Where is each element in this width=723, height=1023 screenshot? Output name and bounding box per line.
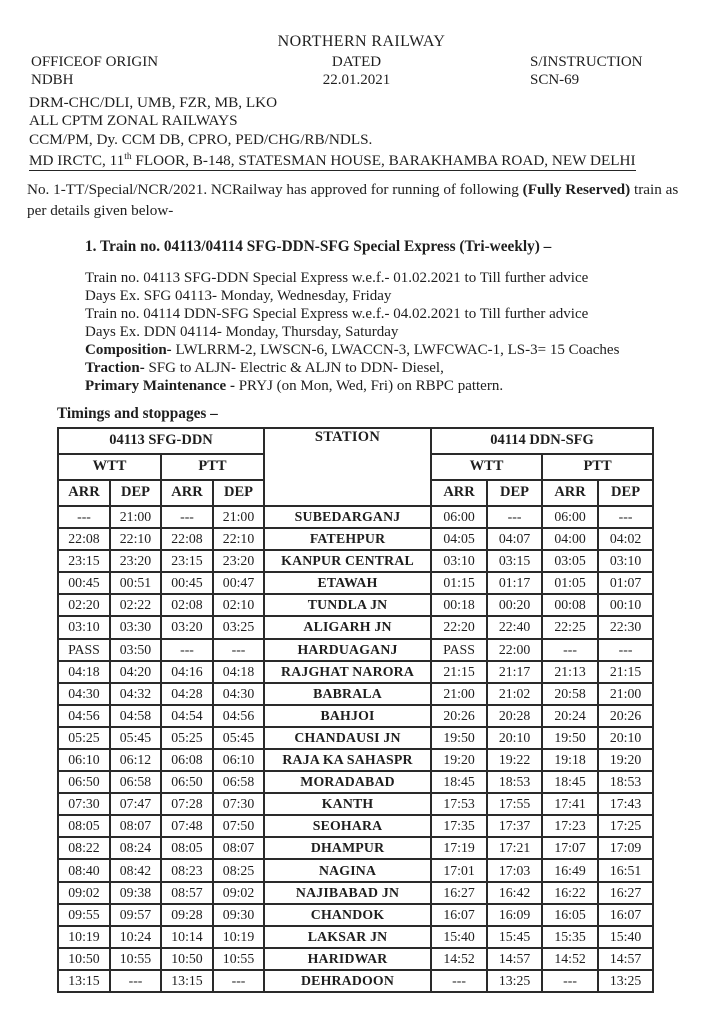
- wtt-header-left: WTT: [58, 454, 161, 480]
- time-cell: 04:30: [58, 683, 110, 705]
- time-cell: 22:00: [487, 639, 542, 661]
- time-cell: 06:58: [110, 771, 161, 793]
- time-cell: 02:10: [213, 594, 264, 616]
- time-cell: 01:05: [542, 572, 598, 594]
- time-cell: 03:30: [110, 616, 161, 638]
- time-cell: 19:18: [542, 749, 598, 771]
- time-cell: 17:43: [598, 793, 653, 815]
- station-cell: DEHRADOON: [264, 970, 431, 992]
- s-instruction-label: S/INSTRUCTION: [530, 54, 643, 70]
- time-cell: ---: [598, 639, 653, 661]
- time-cell: 00:08: [542, 594, 598, 616]
- time-cell: 10:24: [110, 926, 161, 948]
- time-cell: 16:07: [431, 904, 487, 926]
- timings-heading: Timings and stoppages –: [57, 404, 218, 422]
- time-cell: 23:20: [110, 550, 161, 572]
- ordinal-superscript: th: [124, 151, 132, 162]
- approval-paragraph: [27, 179, 695, 221]
- time-cell: 22:10: [213, 528, 264, 550]
- timetable-row: [58, 793, 653, 815]
- intro-pre: No. 1-TT/Special/NCR/2021. NCRailway has approved for running of following: [27, 180, 523, 198]
- time-cell: 16:27: [598, 882, 653, 904]
- time-cell: 20:58: [542, 683, 598, 705]
- time-cell: 21:00: [598, 683, 653, 705]
- time-cell: 06:58: [213, 771, 264, 793]
- time-cell: 17:41: [542, 793, 598, 815]
- time-cell: 07:30: [213, 793, 264, 815]
- time-cell: 05:45: [213, 727, 264, 749]
- time-cell: 23:15: [58, 550, 110, 572]
- ptt-header-right: PTT: [542, 454, 653, 480]
- time-cell: 09:38: [110, 882, 161, 904]
- station-cell: MORADABAD: [264, 771, 431, 793]
- time-cell: 03:25: [213, 616, 264, 638]
- train-detail-line: Train no. 04113 SFG-DDN Special Express w.e.f.- 01.02.2021 to Till further advice: [85, 269, 589, 286]
- time-cell: 13:25: [598, 970, 653, 992]
- time-cell: 16:42: [487, 882, 542, 904]
- timetable-row: [58, 948, 653, 970]
- office-of-origin-value: NDBH: [31, 72, 74, 88]
- station-cell: DHAMPUR: [264, 837, 431, 859]
- timings-table: [57, 427, 654, 993]
- time-cell: 14:52: [542, 948, 598, 970]
- time-cell: 14:52: [431, 948, 487, 970]
- station-cell: TUNDLA JN: [264, 594, 431, 616]
- timetable-row: [58, 550, 653, 572]
- ptt-header-left: PTT: [161, 454, 264, 480]
- time-cell: 02:20: [58, 594, 110, 616]
- time-cell: 21:15: [431, 661, 487, 683]
- addressee-line: CCM/PM, Dy. CCM DB, CPRO, PED/CHG/RB/NDLS.: [29, 130, 373, 148]
- time-cell: 05:25: [161, 727, 213, 749]
- time-cell: 03:20: [161, 616, 213, 638]
- time-cell: 05:45: [110, 727, 161, 749]
- time-cell: 02:08: [161, 594, 213, 616]
- time-cell: 17:37: [487, 815, 542, 837]
- dated-label: DATED: [331, 54, 382, 70]
- dated-value: 22.01.2021: [322, 72, 391, 88]
- time-cell: 23:20: [213, 550, 264, 572]
- table-group-header-row: [58, 428, 653, 454]
- time-cell: 00:18: [431, 594, 487, 616]
- time-cell: 04:56: [213, 705, 264, 727]
- time-cell: 16:07: [598, 904, 653, 926]
- time-cell: ---: [487, 506, 542, 528]
- train-detail-line: Traction- SFG to ALJN- Electric & ALJN to DDN- Diesel,: [85, 359, 444, 376]
- time-cell: 17:35: [431, 815, 487, 837]
- time-cell: 22:10: [110, 528, 161, 550]
- station-cell: CHANDOK: [264, 904, 431, 926]
- time-cell: 08:25: [213, 859, 264, 881]
- time-cell: 17:03: [487, 859, 542, 881]
- time-cell: 20:28: [487, 705, 542, 727]
- time-cell: 08:22: [58, 837, 110, 859]
- time-cell: ---: [161, 639, 213, 661]
- detail-lead-emphasis: Primary Maintenance -: [85, 377, 235, 394]
- train-detail-line: Days Ex. SFG 04113- Monday, Wednesday, Friday: [85, 287, 392, 304]
- time-cell: ---: [58, 506, 110, 528]
- time-cell: 00:51: [110, 572, 161, 594]
- md-irctc-address-line: [29, 149, 636, 171]
- time-cell: 19:50: [431, 727, 487, 749]
- timetable-row: [58, 815, 653, 837]
- train-detail-line: Days Ex. DDN 04114- Monday, Thursday, Saturday: [85, 323, 399, 340]
- time-cell: 10:14: [161, 926, 213, 948]
- timetable-row: [58, 749, 653, 771]
- time-cell: 04:16: [161, 661, 213, 683]
- time-cell: 04:02: [598, 528, 653, 550]
- time-cell: 06:10: [58, 749, 110, 771]
- station-cell: HARIDWAR: [264, 948, 431, 970]
- time-cell: 22:08: [161, 528, 213, 550]
- arr-header: ARR: [58, 480, 110, 506]
- timetable-row: [58, 859, 653, 881]
- station-cell: BABRALA: [264, 683, 431, 705]
- time-cell: 08:40: [58, 859, 110, 881]
- station-cell: ALIGARH JN: [264, 616, 431, 638]
- timetable-row: [58, 904, 653, 926]
- addressee-list: [0, 94, 723, 149]
- arr-header: ARR: [542, 480, 598, 506]
- arr-header: ARR: [161, 480, 213, 506]
- time-cell: 16:49: [542, 859, 598, 881]
- time-cell: 04:05: [431, 528, 487, 550]
- time-cell: 21:00: [431, 683, 487, 705]
- time-cell: 19:20: [598, 749, 653, 771]
- time-cell: 03:10: [598, 550, 653, 572]
- timetable-row: [58, 683, 653, 705]
- time-cell: 17:09: [598, 837, 653, 859]
- meta-labels-row: [0, 54, 723, 72]
- time-cell: 00:47: [213, 572, 264, 594]
- time-cell: 09:57: [110, 904, 161, 926]
- time-cell: ---: [598, 506, 653, 528]
- time-cell: ---: [542, 639, 598, 661]
- time-cell: 13:25: [487, 970, 542, 992]
- time-cell: 00:45: [58, 572, 110, 594]
- time-cell: 04:07: [487, 528, 542, 550]
- time-cell: 10:55: [110, 948, 161, 970]
- time-cell: 04:30: [213, 683, 264, 705]
- time-cell: 15:35: [542, 926, 598, 948]
- time-cell: 16:27: [431, 882, 487, 904]
- time-cell: 16:09: [487, 904, 542, 926]
- time-cell: 07:30: [58, 793, 110, 815]
- time-cell: 08:23: [161, 859, 213, 881]
- time-cell: 16:05: [542, 904, 598, 926]
- time-cell: 17:55: [487, 793, 542, 815]
- time-cell: 02:22: [110, 594, 161, 616]
- time-cell: 07:28: [161, 793, 213, 815]
- train-04113-group-header: 04113 SFG-DDN: [58, 428, 264, 454]
- wtt-header-right: WTT: [431, 454, 542, 480]
- train-heading: 1. Train no. 04113/04114 SFG-DDN-SFG Special Express (Tri-weekly) –: [85, 237, 552, 255]
- time-cell: 16:51: [598, 859, 653, 881]
- time-cell: 06:12: [110, 749, 161, 771]
- time-cell: 20:26: [598, 705, 653, 727]
- time-cell: 19:50: [542, 727, 598, 749]
- time-cell: 00:10: [598, 594, 653, 616]
- time-cell: 08:24: [110, 837, 161, 859]
- train-detail-line: Primary Maintenance - PRYJ (on Mon, Wed, Fri) on RBPC pattern.: [85, 377, 504, 394]
- timetable-row: [58, 970, 653, 992]
- station-cell: HARDUAGANJ: [264, 639, 431, 661]
- time-cell: 19:20: [431, 749, 487, 771]
- time-cell: 10:19: [213, 926, 264, 948]
- time-cell: 03:10: [58, 616, 110, 638]
- train-detail-line: Train no. 04114 DDN-SFG Special Express w.e.f.- 04.02.2021 to Till further advice: [85, 305, 589, 322]
- time-cell: 03:15: [487, 550, 542, 572]
- timetable-row: [58, 528, 653, 550]
- time-cell: 07:47: [110, 793, 161, 815]
- station-cell: RAJGHAT NARORA: [264, 661, 431, 683]
- time-cell: ---: [213, 970, 264, 992]
- time-cell: 17:21: [487, 837, 542, 859]
- time-cell: 07:50: [213, 815, 264, 837]
- time-cell: 22:08: [58, 528, 110, 550]
- time-cell: 06:50: [58, 771, 110, 793]
- time-cell: 08:57: [161, 882, 213, 904]
- time-cell: 23:15: [161, 550, 213, 572]
- timetable-row: [58, 639, 653, 661]
- time-cell: 16:22: [542, 882, 598, 904]
- time-cell: 14:57: [598, 948, 653, 970]
- time-cell: 06:50: [161, 771, 213, 793]
- time-cell: 09:55: [58, 904, 110, 926]
- time-cell: 22:25: [542, 616, 598, 638]
- time-cell: 01:07: [598, 572, 653, 594]
- time-cell: 21:02: [487, 683, 542, 705]
- station-cell: FATEHPUR: [264, 528, 431, 550]
- timetable-row: [58, 506, 653, 528]
- dep-header: DEP: [213, 480, 264, 506]
- md-line-pre: MD IRCTC, 11: [29, 151, 125, 169]
- time-cell: 09:02: [213, 882, 264, 904]
- station-cell: NAJIBABAD JN: [264, 882, 431, 904]
- dep-header: DEP: [598, 480, 653, 506]
- time-cell: 10:19: [58, 926, 110, 948]
- time-cell: 04:56: [58, 705, 110, 727]
- time-cell: 03:50: [110, 639, 161, 661]
- station-cell: LAKSAR JN: [264, 926, 431, 948]
- time-cell: 10:50: [58, 948, 110, 970]
- time-cell: 21:13: [542, 661, 598, 683]
- time-cell: 22:40: [487, 616, 542, 638]
- time-cell: 18:45: [542, 771, 598, 793]
- timetable-row: [58, 882, 653, 904]
- time-cell: 08:07: [110, 815, 161, 837]
- station-cell: SEOHARA: [264, 815, 431, 837]
- time-cell: 13:15: [161, 970, 213, 992]
- time-cell: 19:22: [487, 749, 542, 771]
- time-cell: 00:20: [487, 594, 542, 616]
- time-cell: 04:32: [110, 683, 161, 705]
- time-cell: ---: [161, 506, 213, 528]
- time-cell: 17:23: [542, 815, 598, 837]
- time-cell: 17:07: [542, 837, 598, 859]
- station-cell: NAGINA: [264, 859, 431, 881]
- time-cell: 09:30: [213, 904, 264, 926]
- time-cell: 22:20: [431, 616, 487, 638]
- timetable-row: [58, 727, 653, 749]
- time-cell: 04:58: [110, 705, 161, 727]
- time-cell: 06:00: [542, 506, 598, 528]
- time-cell: 20:24: [542, 705, 598, 727]
- time-cell: 04:28: [161, 683, 213, 705]
- addressee-line: DRM-CHC/DLI, UMB, FZR, MB, LKO: [29, 94, 278, 111]
- timetable-row: [58, 616, 653, 638]
- time-cell: 04:18: [58, 661, 110, 683]
- timetable-row: [58, 837, 653, 859]
- time-cell: 03:10: [431, 550, 487, 572]
- time-cell: 13:15: [58, 970, 110, 992]
- time-cell: ---: [213, 639, 264, 661]
- time-cell: 00:45: [161, 572, 213, 594]
- time-cell: PASS: [431, 639, 487, 661]
- station-cell: BAHJOI: [264, 705, 431, 727]
- timetable-row: [58, 661, 653, 683]
- time-cell: 15:45: [487, 926, 542, 948]
- dep-header: DEP: [110, 480, 161, 506]
- time-cell: 04:00: [542, 528, 598, 550]
- station-cell: ETAWAH: [264, 572, 431, 594]
- time-cell: 18:53: [487, 771, 542, 793]
- time-cell: 20:10: [487, 727, 542, 749]
- office-of-origin-label: OFFICEOF ORIGIN: [31, 54, 159, 70]
- station-cell: SUBEDARGANJ: [264, 506, 431, 528]
- detail-lead-emphasis: Traction-: [85, 359, 145, 376]
- time-cell: 14:57: [487, 948, 542, 970]
- time-cell: 08:07: [213, 837, 264, 859]
- time-cell: 18:45: [431, 771, 487, 793]
- train-04114-group-header: 04114 DDN-SFG: [431, 428, 653, 454]
- time-cell: 04:20: [110, 661, 161, 683]
- doc-title: NORTHERN RAILWAY: [277, 33, 446, 50]
- train-details-block: [85, 269, 723, 395]
- time-cell: 01:17: [487, 572, 542, 594]
- time-cell: 09:28: [161, 904, 213, 926]
- time-cell: 15:40: [431, 926, 487, 948]
- time-cell: 21:17: [487, 661, 542, 683]
- time-cell: 17:25: [598, 815, 653, 837]
- train-detail-line: Composition- LWLRRM-2, LWSCN-6, LWACCN-3, LWFCWAC-1, LS-3= 15 Coaches: [85, 341, 620, 358]
- time-cell: 06:00: [431, 506, 487, 528]
- time-cell: 21:00: [213, 506, 264, 528]
- time-cell: 20:10: [598, 727, 653, 749]
- time-cell: ---: [542, 970, 598, 992]
- time-cell: 15:40: [598, 926, 653, 948]
- station-column-header: STATION: [264, 428, 431, 506]
- time-cell: 21:15: [598, 661, 653, 683]
- time-cell: 07:48: [161, 815, 213, 837]
- md-line-post: FLOOR, B-148, STATESMAN HOUSE, BARAKHAMBA ROAD, NEW DELHI: [131, 151, 636, 169]
- time-cell: 17:01: [431, 859, 487, 881]
- time-cell: 04:54: [161, 705, 213, 727]
- timetable-row: [58, 771, 653, 793]
- station-cell: RAJA KA SAHASPR: [264, 749, 431, 771]
- time-cell: 03:05: [542, 550, 598, 572]
- station-cell: KANPUR CENTRAL: [264, 550, 431, 572]
- time-cell: 20:26: [431, 705, 487, 727]
- arr-header: ARR: [431, 480, 487, 506]
- timetable-row: [58, 594, 653, 616]
- timetable-row: [58, 572, 653, 594]
- addressee-line: ALL CPTM ZONAL RAILWAYS: [29, 112, 238, 130]
- meta-block: [0, 54, 723, 90]
- time-cell: 22:30: [598, 616, 653, 638]
- timetable-row: [58, 705, 653, 727]
- time-cell: 17:53: [431, 793, 487, 815]
- s-instruction-value: SCN-69: [530, 72, 580, 88]
- time-cell: 10:55: [213, 948, 264, 970]
- time-cell: 21:00: [110, 506, 161, 528]
- time-cell: 06:10: [213, 749, 264, 771]
- station-cell: CHANDAUSI JN: [264, 727, 431, 749]
- time-cell: 06:08: [161, 749, 213, 771]
- time-cell: 09:02: [58, 882, 110, 904]
- station-cell: KANTH: [264, 793, 431, 815]
- time-cell: PASS: [58, 639, 110, 661]
- meta-values-row: [0, 72, 723, 90]
- detail-lead-emphasis: Composition-: [85, 341, 172, 358]
- time-cell: 01:15: [431, 572, 487, 594]
- time-cell: 17:19: [431, 837, 487, 859]
- time-cell: 08:05: [58, 815, 110, 837]
- fully-reserved-emphasis: (Fully Reserved): [522, 180, 631, 198]
- time-cell: ---: [431, 970, 487, 992]
- intro-post: train as per details given below-: [27, 180, 679, 219]
- time-cell: 04:18: [213, 661, 264, 683]
- time-cell: 08:42: [110, 859, 161, 881]
- time-cell: 05:25: [58, 727, 110, 749]
- dep-header: DEP: [487, 480, 542, 506]
- time-cell: ---: [110, 970, 161, 992]
- time-cell: 10:50: [161, 948, 213, 970]
- time-cell: 18:53: [598, 771, 653, 793]
- time-cell: 08:05: [161, 837, 213, 859]
- timetable-row: [58, 926, 653, 948]
